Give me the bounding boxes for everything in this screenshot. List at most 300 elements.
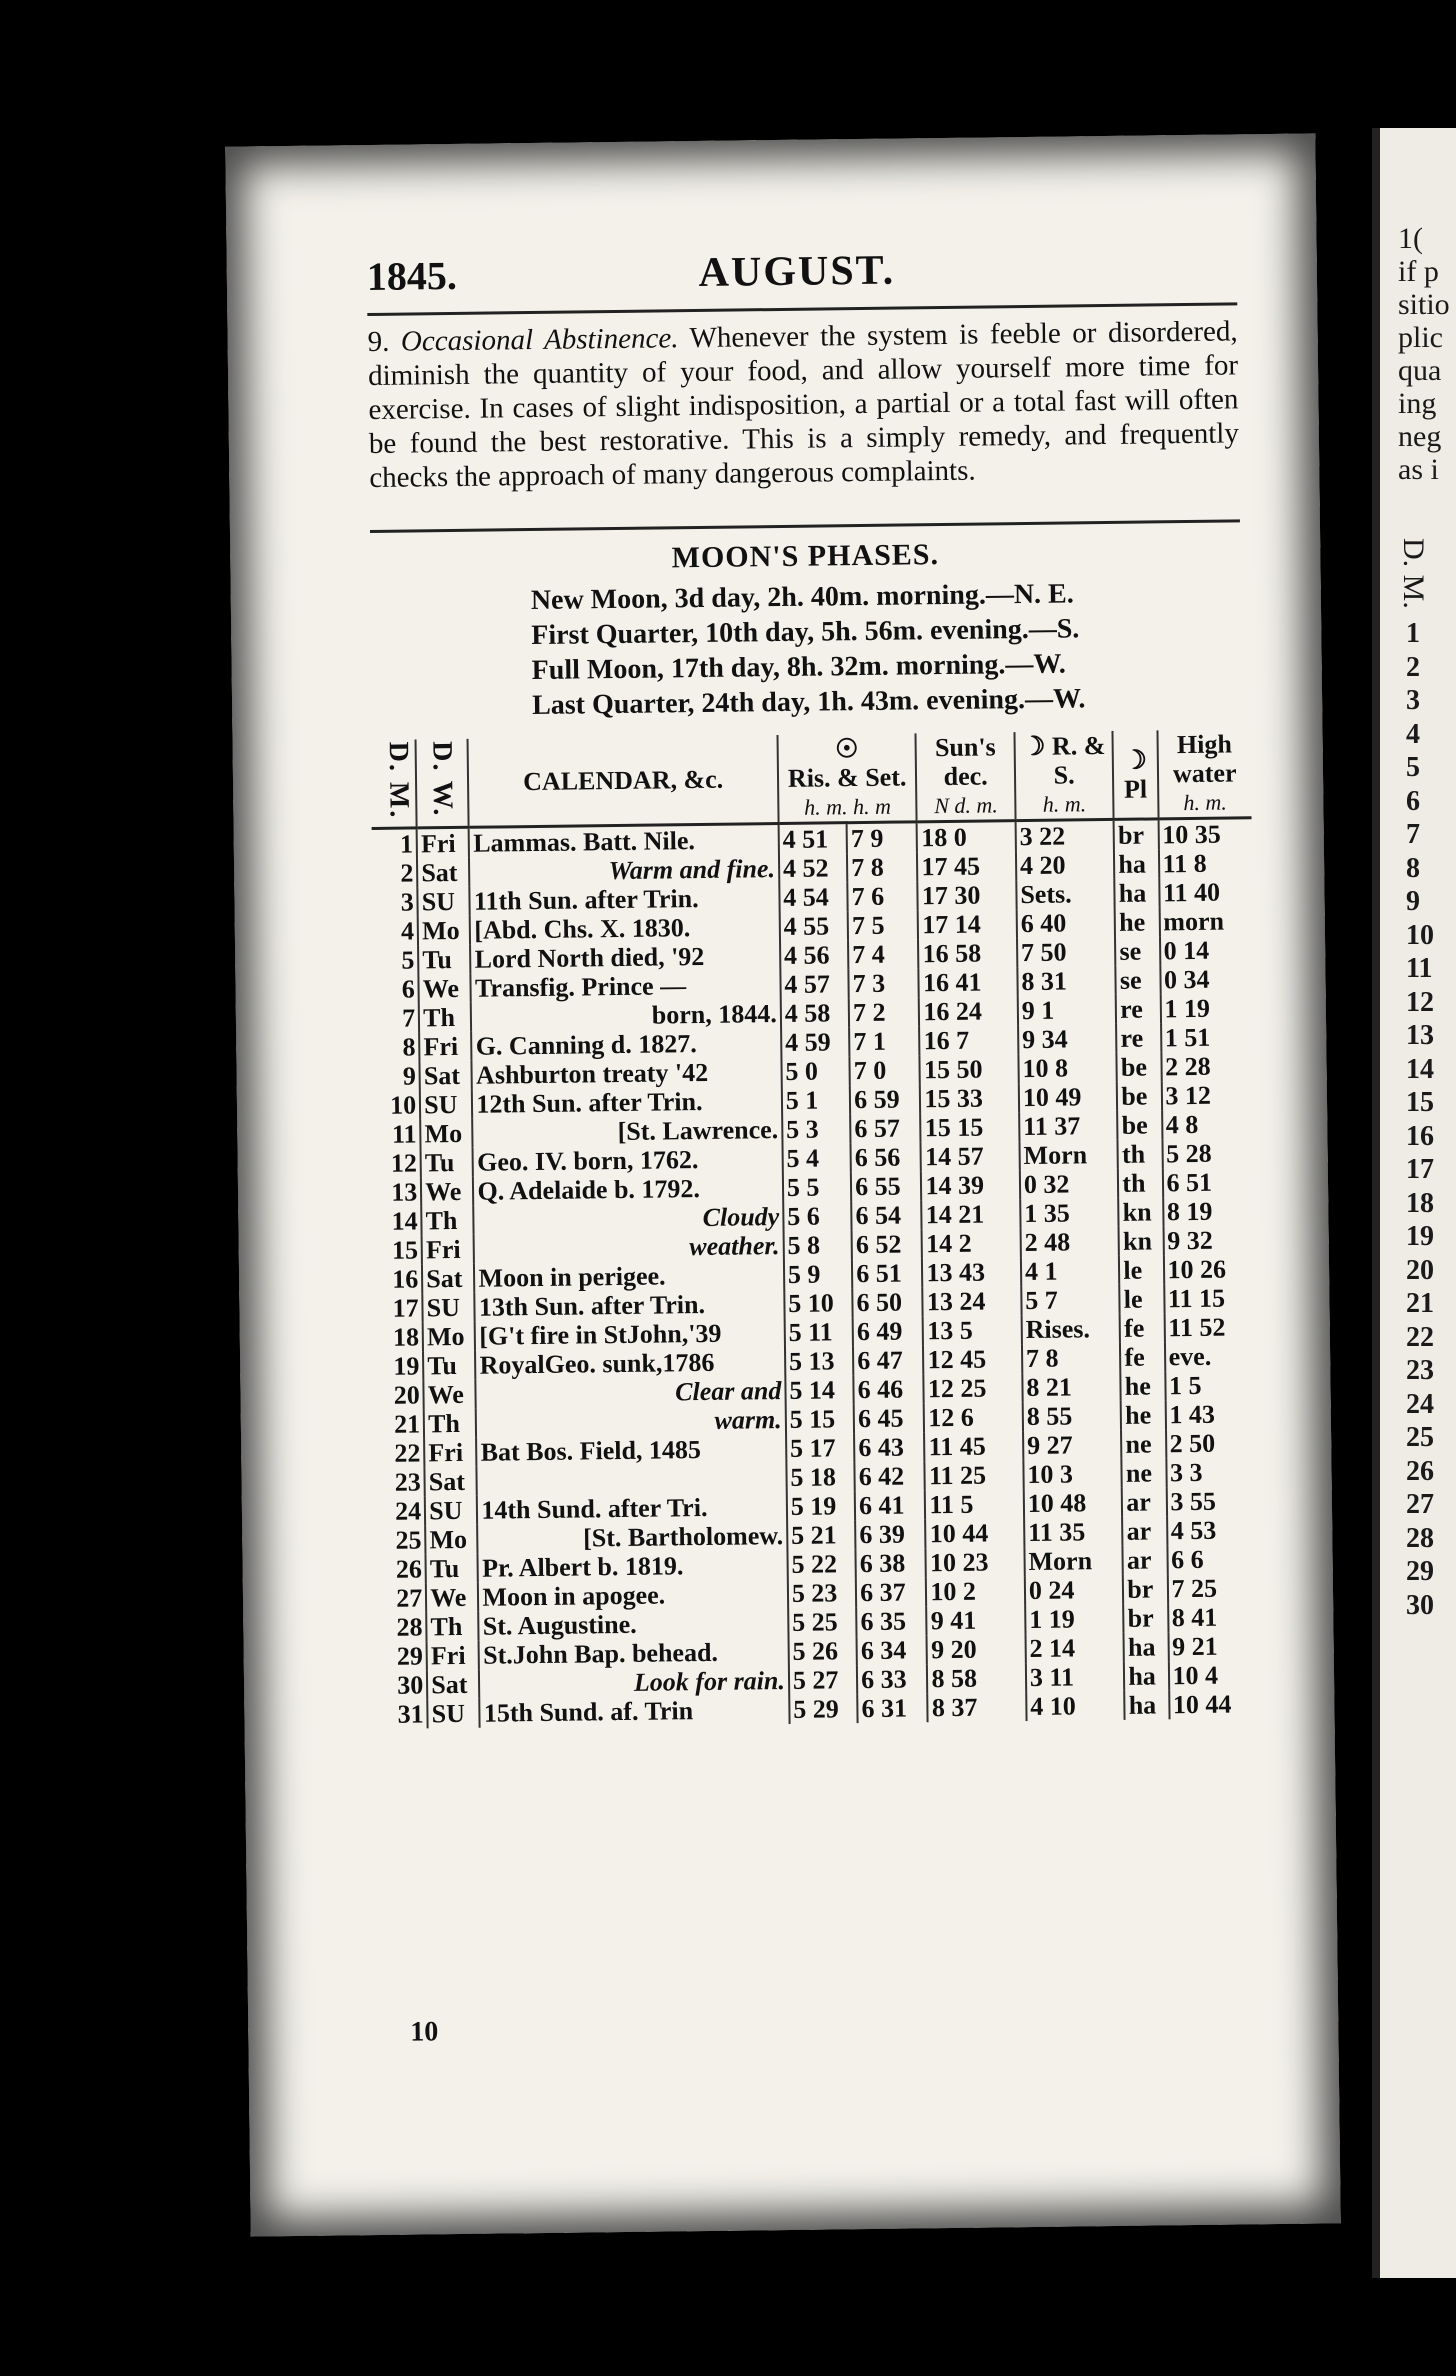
cell-day-of-week: SU — [418, 887, 471, 917]
adjacent-day-number: 20 — [1406, 1254, 1434, 1286]
cell-moon-place: fe — [1120, 1313, 1165, 1343]
cell-calendar-note: St.John Bap. behead. — [479, 1637, 789, 1670]
cell-moon-place: se — [1116, 965, 1161, 995]
cell-calendar-note: Warm and fine. — [469, 854, 779, 887]
cell-sun-declination: 9 41 — [927, 1605, 1026, 1635]
cell-sunset: 6 52 — [852, 1229, 923, 1259]
cell-moon-rise-set: 9 27 — [1023, 1430, 1122, 1460]
cell-day-of-month: 4 — [400, 916, 415, 946]
cell-day-of-month: 7 — [401, 1003, 416, 1033]
cell-moon-place: br — [1123, 1574, 1168, 1604]
cell-moon-rise-set: 10 8 — [1018, 1053, 1117, 1083]
cell-high-water: 5 28 — [1162, 1138, 1256, 1168]
cell-sunset: 6 31 — [857, 1693, 928, 1723]
cell-sunset: 6 57 — [850, 1113, 921, 1143]
cell-moon-place: re — [1116, 1023, 1161, 1053]
adjacent-text-fragment: if p — [1398, 255, 1439, 288]
cell-calendar-note: warm. — [476, 1405, 786, 1438]
cell-high-water: eve. — [1164, 1341, 1258, 1371]
cell-sun-declination: 14 2 — [922, 1228, 1021, 1258]
cell-sun-declination: 14 57 — [921, 1141, 1020, 1171]
cell-moon-rise-set: 5 7 — [1021, 1285, 1120, 1315]
cell-sunrise: 5 8 — [783, 1230, 852, 1260]
cell-moon-place: he — [1121, 1400, 1166, 1430]
cell-high-water: morn — [1159, 906, 1253, 936]
cell-sunrise: 5 17 — [786, 1433, 855, 1463]
cell-moon-rise-set: 1 19 — [1025, 1604, 1124, 1634]
cell-calendar-note: St. Augustine. — [479, 1608, 789, 1641]
cell-day-of-month: 23 — [394, 1467, 421, 1497]
adjacent-day-number: 28 — [1406, 1522, 1434, 1554]
cell-sunset: 6 56 — [851, 1142, 922, 1172]
moon-phase-line: Last Quarter, 24th day, 1h. 43m. evening.—W. — [531, 683, 1086, 722]
cell-moon-place: le — [1119, 1255, 1164, 1285]
cell-day-of-week: Fri — [417, 827, 470, 858]
cell-calendar-note: Bat Bos. Field, 1485 — [477, 1434, 787, 1467]
cell-day-of-month: 17 — [392, 1293, 419, 1323]
table-header-row — [371, 729, 1252, 828]
col-day-of-month: D. M. — [371, 739, 417, 828]
cell-day-of-week: Tu — [426, 1554, 479, 1584]
cell-high-water: 9 32 — [1163, 1225, 1257, 1255]
adjacent-day-number: 7 — [1406, 819, 1420, 850]
cell-moon-rise-set: 9 1 — [1018, 995, 1117, 1025]
cell-calendar-note — [477, 1463, 787, 1496]
cell-moon-rise-set: Morn — [1024, 1546, 1123, 1576]
cell-sunrise: 5 25 — [788, 1607, 857, 1637]
adjacent-day-number: 13 — [1406, 1020, 1434, 1051]
cell-sunrise: 5 29 — [789, 1694, 858, 1724]
cell-moon-rise-set: 7 8 — [1022, 1343, 1121, 1373]
cell-day-of-month: 16 — [392, 1264, 419, 1294]
cell-calendar-note: weather. — [474, 1231, 784, 1264]
moon-phases-list — [531, 576, 1086, 723]
cell-sunrise: 5 27 — [789, 1665, 858, 1695]
month-title: AUGUST. — [698, 247, 896, 296]
cell-day-of-week: Mo — [418, 916, 471, 946]
cell-day-of-month: 8 — [402, 1032, 416, 1062]
cell-day-of-month: 9 — [402, 1061, 417, 1091]
sun-icon: ☉ — [834, 734, 859, 764]
cell-moon-rise-set: 3 11 — [1026, 1662, 1125, 1692]
cell-moon-place: kn — [1119, 1197, 1164, 1227]
moon-phase-line: New Moon, 3d day, 2h. 40m. morning.—N. E. — [530, 578, 1074, 617]
cell-sunset: 6 51 — [852, 1258, 923, 1288]
cell-moon-place: ha — [1115, 878, 1160, 908]
cell-day-of-month: 12 — [390, 1148, 418, 1178]
cell-day-of-month: 15 — [391, 1235, 419, 1265]
cell-moon-place: ar — [1122, 1516, 1167, 1546]
cell-moon-place: ne — [1122, 1458, 1167, 1488]
cell-sunset: 6 43 — [854, 1432, 925, 1462]
adjacent-text-fragment: 1( — [1398, 222, 1423, 255]
cell-sunrise: 5 19 — [787, 1491, 856, 1521]
cell-day-of-month: 22 — [394, 1438, 421, 1468]
cell-sunrise: 5 23 — [788, 1578, 857, 1608]
cell-sunrise: 4 57 — [780, 969, 849, 999]
cell-moon-place: he — [1115, 907, 1160, 937]
calendar-table — [371, 729, 1263, 1729]
cell-day-of-week: SU — [425, 1496, 478, 1526]
cell-moon-rise-set: 4 10 — [1026, 1691, 1125, 1721]
cell-moon-rise-set: Sets. — [1016, 879, 1115, 909]
adjacent-text-fragment: plic — [1398, 321, 1443, 354]
cell-sunrise: 5 18 — [786, 1462, 855, 1492]
cell-moon-rise-set: Rises. — [1021, 1314, 1120, 1344]
cell-moon-rise-set: 8 55 — [1023, 1401, 1122, 1431]
adjacent-day-number: 30 — [1406, 1589, 1434, 1621]
cell-high-water: 0 14 — [1160, 935, 1254, 965]
cell-moon-rise-set: 7 50 — [1017, 937, 1116, 967]
cell-sunset: 7 2 — [849, 997, 920, 1027]
cell-high-water: 10 35 — [1158, 818, 1252, 850]
cell-day-of-week: Sat — [422, 1264, 475, 1294]
cell-day-of-month: 30 — [397, 1670, 424, 1700]
cell-sun-declination: 10 2 — [926, 1576, 1025, 1606]
cell-day-of-week: Fri — [422, 1235, 475, 1265]
adjacent-day-number: 23 — [1406, 1355, 1434, 1386]
cell-day-of-week: Fri — [419, 1032, 472, 1062]
cell-high-water: 11 52 — [1164, 1312, 1258, 1342]
cell-day-of-month: 2 — [400, 858, 414, 888]
cell-sunset: 6 55 — [851, 1171, 922, 1201]
calendar-rows — [372, 818, 1263, 1729]
cell-sun-declination: 9 20 — [927, 1634, 1026, 1664]
adjacent-day-number: 17 — [1406, 1154, 1434, 1185]
cell-day-of-week: Tu — [418, 945, 471, 975]
adjacent-day-number: 14 — [1406, 1053, 1434, 1085]
cell-day-of-month: 26 — [395, 1554, 423, 1584]
cell-high-water: 8 19 — [1163, 1196, 1257, 1226]
cell-sun-declination: 11 5 — [925, 1489, 1024, 1519]
cell-calendar-note: [St. Bartholomew. — [478, 1521, 788, 1554]
cell-high-water: 3 12 — [1161, 1080, 1255, 1110]
cell-sunrise: 5 9 — [784, 1259, 853, 1289]
cell-day-of-week: Th — [421, 1206, 474, 1236]
cell-moon-place: ha — [1124, 1661, 1169, 1691]
cell-calendar-note: G. Canning d. 1827. — [472, 1028, 782, 1061]
cell-sunset: 7 1 — [849, 1026, 920, 1056]
cell-day-of-month: 5 — [401, 945, 415, 975]
cell-calendar-note: 13th Sun. after Trin. — [475, 1289, 785, 1322]
cell-calendar-note: Moon in apogee. — [478, 1579, 788, 1612]
cell-day-of-month: 14 — [391, 1206, 418, 1236]
cell-day-of-week: Th — [419, 1003, 472, 1033]
cell-moon-rise-set: 2 48 — [1020, 1227, 1119, 1257]
cell-day-of-month: 31 — [397, 1699, 424, 1729]
cell-calendar-note: Q. Adelaide b. 1792. — [473, 1173, 783, 1206]
adjacent-text-fragment: as i — [1398, 453, 1439, 486]
cell-moon-place: ha — [1114, 849, 1159, 879]
cell-calendar-note: born, 1844. — [471, 999, 781, 1032]
adjacent-day-number: 15 — [1406, 1087, 1434, 1118]
cell-sunset: 7 3 — [849, 968, 920, 998]
cell-moon-place: ha — [1124, 1632, 1169, 1662]
cell-high-water: 3 3 — [1166, 1457, 1260, 1487]
cell-calendar-note: 14th Sund. after Tri. — [477, 1492, 787, 1525]
cell-sunset: 6 59 — [850, 1084, 921, 1114]
cell-high-water: 2 50 — [1166, 1428, 1260, 1458]
cell-sun-declination: 15 15 — [921, 1112, 1020, 1142]
adjacent-day-number: 12 — [1406, 986, 1434, 1018]
cell-sun-declination: 12 45 — [923, 1344, 1022, 1374]
cell-calendar-note: [G't fire in StJohn,'39 — [475, 1318, 785, 1351]
adjacent-text-fragment: ing — [1398, 387, 1437, 420]
cell-sun-declination: 13 5 — [923, 1315, 1022, 1345]
cell-day-of-week: Th — [424, 1409, 477, 1439]
adjacent-day-number: 24 — [1406, 1388, 1434, 1420]
paragraph-number: 9. — [367, 325, 390, 359]
cell-high-water: 11 8 — [1158, 848, 1252, 878]
cell-calendar-note: Ashburton treaty '42 — [472, 1057, 782, 1090]
cell-day-of-week: Tu — [421, 1148, 474, 1178]
cell-day-of-week: Th — [426, 1612, 479, 1642]
cell-moon-rise-set: 11 35 — [1024, 1517, 1123, 1547]
cell-day-of-week: Tu — [423, 1351, 476, 1381]
cell-moon-rise-set: 4 1 — [1021, 1256, 1120, 1286]
cell-day-of-month: 1 — [399, 829, 414, 859]
cell-moon-rise-set: 0 32 — [1020, 1169, 1119, 1199]
cell-moon-rise-set: 10 48 — [1024, 1488, 1123, 1518]
cell-calendar-note: [Abd. Chs. X. 1830. — [470, 912, 780, 945]
cell-sun-declination: 16 24 — [919, 996, 1018, 1026]
cell-day-of-month: 20 — [393, 1380, 420, 1410]
cell-high-water: 1 5 — [1165, 1370, 1259, 1400]
cell-high-water: 6 51 — [1162, 1167, 1256, 1197]
cell-sun-declination: 11 25 — [925, 1460, 1024, 1490]
adjacent-day-number: 10 — [1406, 919, 1434, 951]
cell-calendar-note: Geo. IV. born, 1762. — [473, 1144, 783, 1177]
cell-day-of-month: 25 — [395, 1525, 422, 1555]
cell-sunrise: 5 11 — [784, 1317, 853, 1347]
cell-calendar-note: 12th Sun. after Trin. — [472, 1086, 782, 1119]
cell-sunrise: 4 51 — [778, 823, 847, 854]
adjacent-day-number: 27 — [1406, 1489, 1434, 1520]
cell-sun-declination: 18 0 — [917, 821, 1016, 853]
adjacent-day-number: 22 — [1406, 1321, 1434, 1353]
cell-high-water: 11 15 — [1164, 1283, 1258, 1313]
cell-calendar-note: 15th Sund. af. Trin — [480, 1695, 790, 1728]
cell-day-of-month: 11 — [391, 1119, 417, 1149]
cell-sunset: 6 49 — [853, 1316, 924, 1346]
adjacent-day-number: 6 — [1406, 785, 1420, 817]
cell-day-of-month: 6 — [401, 974, 415, 1004]
cell-day-of-week: SU — [427, 1699, 480, 1729]
cell-day-of-month: 13 — [391, 1177, 418, 1207]
cell-day-of-week: Mo — [423, 1322, 476, 1352]
moon-phases-title: MOON'S PHASES. — [671, 538, 940, 575]
cell-sun-declination: 13 24 — [923, 1286, 1022, 1316]
cell-moon-place: re — [1116, 994, 1161, 1024]
col-moon-rise-set: ☽ R. & S. h. m. — [1014, 731, 1114, 821]
adjacent-day-number: 18 — [1406, 1187, 1434, 1219]
moon-phase-line: First Quarter, 10th day, 5h. 56m. evening.—S. — [531, 613, 1080, 652]
cell-moon-place: ne — [1121, 1429, 1166, 1459]
cell-sunset: 6 46 — [853, 1374, 924, 1404]
cell-sun-declination: 14 21 — [922, 1199, 1021, 1229]
cell-sunset: 7 8 — [847, 852, 918, 882]
cell-sunset: 6 41 — [855, 1490, 926, 1520]
col-calendar: CALENDAR, &c. — [468, 735, 778, 827]
adjacent-day-number: 5 — [1406, 752, 1420, 783]
cell-high-water: 1 43 — [1165, 1399, 1259, 1429]
cell-day-of-week: We — [421, 1177, 474, 1207]
cell-sunset: 6 50 — [852, 1287, 923, 1317]
cell-day-of-month: 28 — [396, 1612, 423, 1642]
col-sun-rise-set: ☉ Ris. & Set. h. m. h. m — [777, 733, 917, 823]
cell-sunrise: 5 14 — [785, 1375, 854, 1405]
cell-high-water: 9 21 — [1168, 1631, 1262, 1661]
cell-sun-declination: 14 39 — [921, 1170, 1020, 1200]
almanac-page — [225, 133, 1340, 2236]
col-moon-place: ☽ Pl — [1113, 730, 1158, 819]
cell-sunrise: 4 54 — [779, 882, 848, 912]
cell-high-water: 11 40 — [1159, 877, 1253, 907]
cell-sunrise: 4 58 — [781, 998, 850, 1028]
cell-moon-place: he — [1121, 1371, 1166, 1401]
cell-moon-place: se — [1115, 936, 1160, 966]
cell-high-water: 1 51 — [1161, 1022, 1255, 1052]
cell-sunrise: 5 15 — [786, 1404, 855, 1434]
cell-day-of-week: Sat — [427, 1670, 480, 1700]
adjacent-day-number: 29 — [1406, 1556, 1434, 1587]
cell-sunset: 6 54 — [851, 1200, 922, 1230]
cell-high-water: 6 6 — [1167, 1544, 1261, 1574]
cell-sunrise: 4 55 — [780, 911, 849, 941]
cell-moon-place: br — [1123, 1603, 1168, 1633]
cell-sunrise: 5 3 — [782, 1114, 851, 1144]
cell-day-of-week: SU — [420, 1090, 473, 1120]
cell-sunrise: 5 6 — [783, 1201, 852, 1231]
cell-high-water: 8 41 — [1168, 1602, 1262, 1632]
cell-high-water: 4 8 — [1162, 1109, 1256, 1139]
cell-calendar-note: 11th Sun. after Trin. — [470, 883, 780, 916]
adjacent-day-number: 16 — [1406, 1120, 1434, 1152]
cell-day-of-week: We — [419, 974, 472, 1004]
cell-high-water: 10 4 — [1168, 1660, 1262, 1690]
cell-high-water: 2 28 — [1161, 1051, 1255, 1081]
cell-high-water: 10 26 — [1163, 1254, 1257, 1284]
cell-sunrise: 4 52 — [779, 853, 848, 883]
cell-high-water: 3 55 — [1166, 1486, 1260, 1516]
cell-day-of-week: Sat — [417, 858, 470, 888]
cell-day-of-week: Fri — [427, 1641, 480, 1671]
cell-sunset: 6 42 — [855, 1461, 926, 1491]
cell-day-of-month: 19 — [393, 1351, 420, 1381]
adjacent-day-number: 1 — [1406, 618, 1420, 649]
cell-calendar-note: Clear and — [476, 1376, 786, 1409]
cell-moon-rise-set: 1 35 — [1020, 1198, 1119, 1228]
cell-moon-place: be — [1117, 1110, 1162, 1140]
cell-calendar-note: RoyalGeo. sunk,1786 — [475, 1347, 785, 1380]
cell-sunset: 7 4 — [848, 939, 919, 969]
cell-moon-place: be — [1117, 1081, 1162, 1111]
cell-sun-declination: 15 33 — [920, 1083, 1019, 1113]
page-gutter — [1372, 128, 1380, 2278]
adjacent-day-number: 26 — [1406, 1455, 1434, 1487]
cell-moon-rise-set: 3 22 — [1015, 819, 1114, 851]
cell-moon-rise-set: 10 3 — [1023, 1459, 1122, 1489]
cell-sunrise: 5 1 — [782, 1085, 851, 1115]
cell-day-of-week: Sat — [420, 1061, 473, 1091]
cell-day-of-week: We — [426, 1583, 479, 1613]
moon-phase-line: Full Moon, 17th day, 8h. 32m. morning.—W. — [531, 648, 1067, 687]
cell-day-of-month: 29 — [396, 1641, 424, 1671]
cell-moon-rise-set: 2 14 — [1025, 1633, 1124, 1663]
cell-sunrise: 4 59 — [781, 1027, 850, 1057]
cell-moon-rise-set: 8 31 — [1017, 966, 1116, 996]
cell-moon-place: ar — [1123, 1545, 1168, 1575]
adjacent-page-edge — [1372, 128, 1456, 2278]
adjacent-day-number: 2 — [1406, 651, 1420, 683]
cell-sun-declination: 16 7 — [920, 1025, 1019, 1055]
adjacent-day-number: 25 — [1406, 1422, 1434, 1453]
cell-moon-place: le — [1120, 1284, 1165, 1314]
cell-sun-declination: 13 43 — [922, 1257, 1021, 1287]
cell-sun-declination: 8 37 — [928, 1692, 1027, 1722]
cell-sunset: 7 0 — [850, 1055, 921, 1085]
cell-sunrise: 5 13 — [785, 1346, 854, 1376]
cell-sun-declination: 16 58 — [918, 938, 1017, 968]
cell-moon-rise-set: 6 40 — [1017, 908, 1116, 938]
cell-sun-declination: 8 58 — [927, 1663, 1026, 1693]
cell-calendar-note: [St. Lawrence. — [473, 1115, 783, 1148]
cell-sun-declination: 12 25 — [924, 1373, 1023, 1403]
cell-moon-place: ar — [1122, 1487, 1167, 1517]
adjacent-day-number: 4 — [1406, 718, 1420, 750]
cell-day-of-week: Mo — [420, 1119, 473, 1149]
cell-sunset: 7 9 — [847, 822, 918, 853]
adjacent-day-number: 21 — [1406, 1288, 1434, 1319]
cell-sunset: 6 47 — [853, 1345, 924, 1375]
cell-day-of-week: We — [424, 1380, 477, 1410]
cell-day-of-month: 21 — [393, 1409, 421, 1439]
cell-moon-rise-set: 8 21 — [1022, 1372, 1121, 1402]
cell-sunrise: 5 26 — [788, 1636, 857, 1666]
col-day-of-week: D. W. — [416, 739, 469, 828]
col-sun-declination: Sun's dec. N d. m. — [916, 732, 1016, 822]
cell-calendar-note: Lord North died, '92 — [470, 941, 780, 974]
cell-sun-declination: 16 41 — [919, 967, 1018, 997]
cell-high-water: 0 34 — [1160, 964, 1254, 994]
cell-sun-declination: 11 45 — [924, 1431, 1023, 1461]
cell-moon-rise-set: 10 49 — [1019, 1082, 1118, 1112]
paragraph-rule — [370, 519, 1240, 533]
cell-moon-place: be — [1117, 1052, 1162, 1082]
cell-sunset: 6 38 — [856, 1548, 927, 1578]
cell-moon-place: fe — [1120, 1342, 1165, 1372]
cell-sunset: 6 34 — [857, 1635, 928, 1665]
cell-sunrise: 4 56 — [780, 940, 849, 970]
cell-moon-place: br — [1114, 819, 1159, 850]
cell-sunset: 6 39 — [855, 1519, 926, 1549]
cell-sunrise: 5 4 — [782, 1143, 851, 1173]
cell-day-of-week: Fri — [424, 1438, 477, 1468]
cell-day-of-month: 3 — [400, 887, 414, 917]
cell-day-of-month: 10 — [390, 1090, 417, 1120]
year-label: 1845. — [366, 252, 458, 300]
cell-calendar-note: Pr. Albert b. 1819. — [478, 1550, 788, 1583]
cell-sunset: 7 5 — [848, 910, 919, 940]
adjacent-day-number: 11 — [1406, 953, 1433, 984]
cell-day-of-week: Mo — [425, 1525, 478, 1555]
cell-sunset: 6 37 — [856, 1577, 927, 1607]
cell-moon-rise-set: 4 20 — [1016, 850, 1115, 880]
adjacent-text-fragment: sitio — [1398, 288, 1450, 321]
page-number: 10 — [410, 2016, 439, 2048]
page-header — [367, 243, 1228, 314]
cell-calendar-note: Cloudy — [474, 1202, 784, 1235]
